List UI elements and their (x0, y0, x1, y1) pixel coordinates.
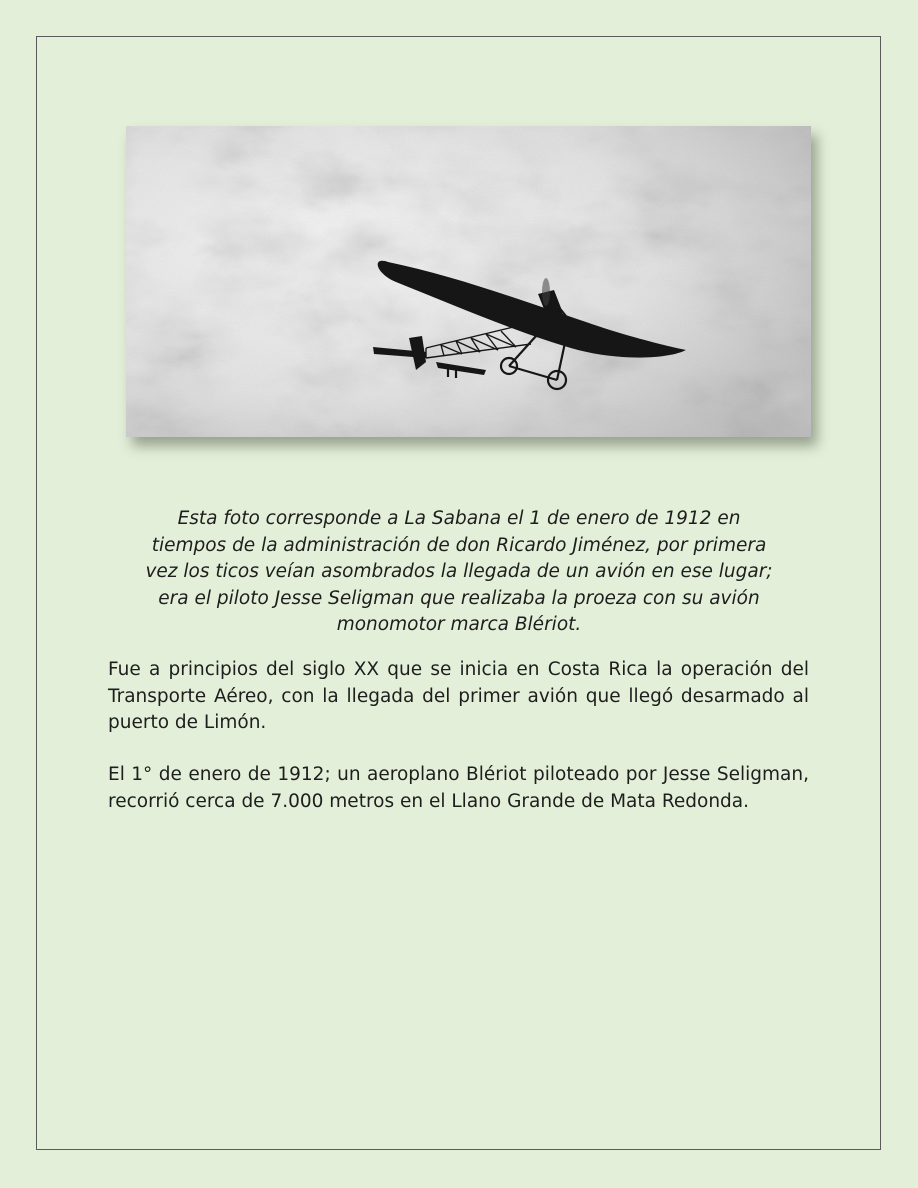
bleriot-airplane-photo (126, 126, 811, 437)
photo-caption: Esta foto corresponde a La Sabana el 1 de enero de 1912 en tiempos de la administración de don Ricardo Jiménez, por primera vez los ticos veían asombrados la llegada de un avión en ese lugar; era el piloto Jesse Seligman que realizaba la proeza con su avión monomotor marca Blériot. (145, 508, 773, 635)
paragraph-bleriot-flight: El 1° de enero de 1912; un aeroplano Blériot piloteado por Jesse Seligman, recorrió cerca de 7.000 metros en el Llano Grande de Mata Redonda. (108, 764, 809, 812)
paragraph-first-flight-operation: Fue a principios del siglo XX que se inicia en Costa Rica la operación del Transporte Aéreo, con la llegada del primer avión que llegó desarmado al puerto de Limón. (108, 659, 809, 733)
